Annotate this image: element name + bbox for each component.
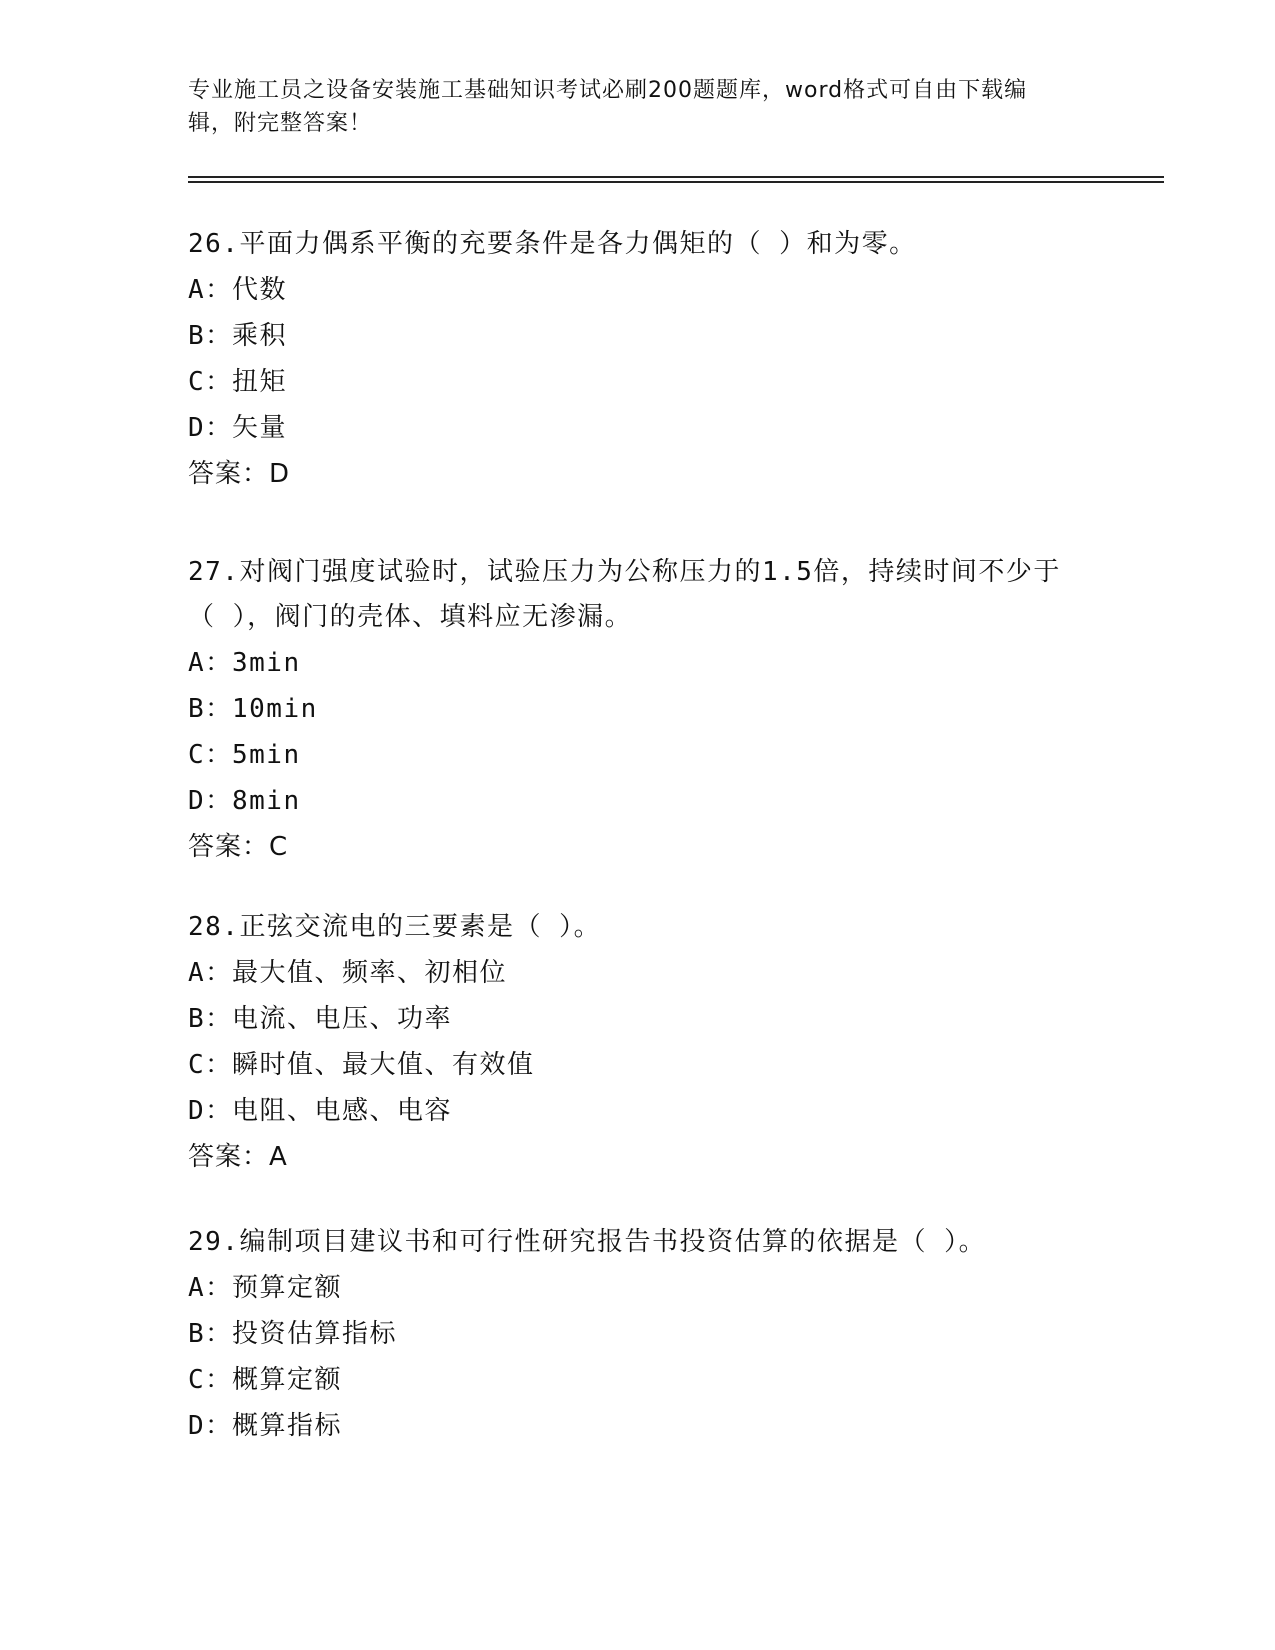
option-key: D： [188,1411,233,1441]
option-d [188,405,1088,451]
question-26 [188,222,1088,497]
option-key: D： [188,786,233,816]
option-text: 乘积 [232,321,288,351]
answer-label: 答案： [188,832,270,862]
option-text: 代数 [232,275,288,305]
answer-label: 答案： [188,1142,270,1172]
option-text: 3min [232,648,301,678]
option-a [188,640,1088,686]
option-b [188,1311,1088,1357]
option-d [188,1403,1088,1449]
question-stem: 26.平面力偶系平衡的充要条件是各力偶矩的（ ）和为零。 [188,229,917,259]
option-text: 扭矩 [232,367,288,397]
option-key: C： [188,740,233,770]
option-text: 概算指标 [232,1411,343,1441]
option-text: 电流、电压、功率 [232,1004,453,1034]
option-key: A： [188,1273,233,1303]
option-text: 电阻、电感、电容 [232,1096,453,1126]
option-text: 预算定额 [232,1273,343,1303]
option-c [188,1042,1088,1088]
option-text: 5min [232,740,301,770]
option-key: C： [188,367,233,397]
document-header-title: 专业施工员之设备安装施工基础知识考试必刷200题题库，word格式可自由下载编辑，附完整答案！ [188,78,1028,136]
option-key: D： [188,1096,233,1126]
option-key: A： [188,648,233,678]
question-28 [188,905,1088,1180]
option-key: B： [188,1004,233,1034]
answer-line [188,1134,1088,1180]
option-c [188,1357,1088,1403]
question-stem: 29.编制项目建议书和可行性研究报告书投资估算的依据是（ ）。 [188,1227,987,1257]
option-b [188,686,1088,732]
option-text: 8min [232,786,301,816]
option-b [188,313,1088,359]
option-c [188,732,1088,778]
option-d [188,778,1088,824]
option-a [188,950,1088,996]
question-stem: 28.正弦交流电的三要素是（ ）。 [188,912,602,942]
option-text: 最大值、频率、初相位 [232,958,508,988]
answer-value: A [269,1142,287,1172]
option-key: D： [188,413,233,443]
option-key: A： [188,958,233,988]
question-stem: 27.对阀门强度试验时，试验压力为公称压力的1.5倍，持续时间不少于（ ），阀门的壳体、填料应无渗漏。 [188,557,1061,632]
answer-line [188,824,1088,870]
option-b [188,996,1088,1042]
option-text: 矢量 [232,413,288,443]
option-key: B： [188,321,233,351]
question-27 [188,550,1088,870]
option-key: C： [188,1050,233,1080]
option-text: 概算定额 [232,1365,343,1395]
option-c [188,359,1088,405]
answer-value: D [269,459,290,489]
option-a [188,1265,1088,1311]
header-divider-bottom [188,181,1164,183]
answer-line [188,451,1088,497]
header-divider-top [188,176,1164,178]
answer-value: C [269,832,288,862]
option-d [188,1088,1088,1134]
option-key: A： [188,275,233,305]
option-text: 投资估算指标 [232,1319,398,1349]
option-key: B： [188,694,233,724]
option-text: 瞬时值、最大值、有效值 [232,1050,535,1080]
option-key: B： [188,1319,233,1349]
question-29 [188,1220,1088,1449]
option-a [188,267,1088,313]
option-key: C： [188,1365,233,1395]
option-text: 10min [232,694,318,724]
answer-label: 答案： [188,459,270,489]
